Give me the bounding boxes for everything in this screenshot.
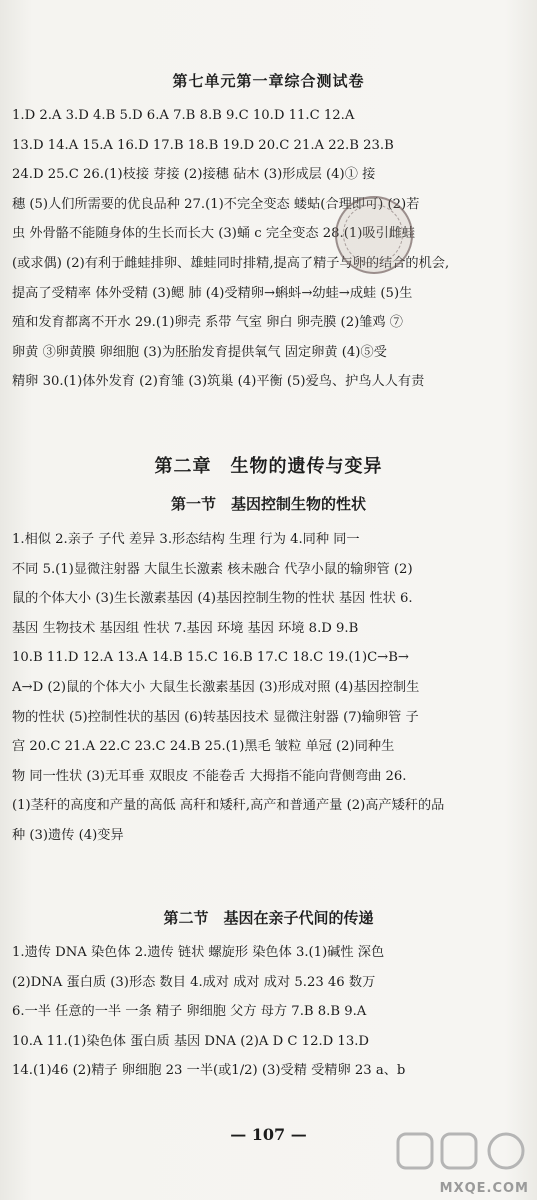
- inspection-stamp: [335, 196, 413, 274]
- answer-line: 1.D 2.A 3.D 4.B 5.D 6.A 7.B 8.B 9.C 10.D 11.C 12.A: [12, 108, 355, 123]
- answer-line: 不同 5.(1)显微注射器 大鼠生长激素 核未融合 代孕小鼠的输卵管 (2): [12, 561, 413, 577]
- answer-line: 24.D 25.C 26.(1)枝接 芽接 (2)接穗 砧木 (3)形成层 (4)① 接: [12, 167, 376, 183]
- answer-line: 基因 生物技术 基因组 性状 7.基因 环境 基因 环境 8.D 9.B: [12, 620, 359, 636]
- section-1-title: 第一节 基因控制生物的性状: [170, 495, 366, 513]
- answer-line: 种 (3)遗传 (4)变异: [12, 827, 124, 843]
- answer-line: 6.一半 任意的一半 一条 精子 卵细胞 父方 母方 7.B 8.B 9.A: [12, 1004, 367, 1020]
- answer-line: A→D (2)鼠的个体大小 大鼠生长激素基因 (3)形成对照 (4)基因控制生: [12, 679, 420, 695]
- answer-line: 虫 外骨骼不能随身体的生长而长大 (3)蛹 c 完全变态 28.(1)吸引雌蛙: [12, 226, 416, 242]
- answer-block-section-1: [12, 525, 527, 851]
- answer-line: 10.A 11.(1)染色体 蛋白质 基因 DNA (2)A D C 12.D 13.D: [12, 1033, 369, 1049]
- answer-line: 10.B 11.D 12.A 13.A 14.B 15.C 16.B 17.C 18.C 19.(1)C→B→: [12, 650, 409, 666]
- section-2-title: 第二节 基因在亲子代间的传递: [163, 909, 374, 927]
- answer-line: 提高了受精率 体外受精 (3)鳃 肺 (4)受精卵→蝌蚪→幼蛙→成蛙 (5)生: [12, 285, 413, 301]
- answer-line: 1.遗传 DNA 染色体 2.遗传 链状 螺旋形 染色体 3.(1)碱性 深色: [12, 945, 385, 960]
- answer-line: (或求偶) (2)有利于雌蛙排卵、雄蛙同时排精,提高了精子与卵的结合的机会,: [12, 255, 450, 271]
- answer-line: 精卵 30.(1)体外发育 (2)育雏 (3)筑巢 (4)平衡 (5)爱鸟、护鸟人人有责: [12, 374, 425, 390]
- answer-line: 13.D 14.A 15.A 16.D 17.B 18.B 19.D 20.C 21.A 22.B 23.B: [12, 137, 394, 153]
- answer-line: 物的性状 (5)控制性状的基因 (6)转基因技术 显微注射器 (7)输卵管 子: [12, 709, 419, 725]
- answer-line: 1.相似 2.亲子 子代 差异 3.形态结构 生理 行为 4.同种 同一: [12, 532, 360, 547]
- chapter-title: 第二章 生物的遗传与变异: [154, 456, 383, 477]
- answer-block-unit-test: [12, 101, 527, 397]
- watermark-text: MXQE.COM: [439, 1181, 529, 1196]
- answer-line: 14.(1)46 (2)精子 卵细胞 23 一半(或1/2) (3)受精 受精卵 23 a、b: [12, 1063, 406, 1079]
- page-number: — 107 —: [230, 1125, 307, 1144]
- answer-line: 宫 20.C 21.A 22.C 23.C 24.B 25.(1)黑毛 皱粒 单冠 (2)同种生: [12, 739, 395, 755]
- answer-line: (2)DNA 蛋白质 (3)形态 数目 4.成对 成对 成对 5.23 46 数万: [12, 974, 376, 990]
- unit-test-title: 第七单元第一章综合测试卷: [172, 72, 365, 90]
- answer-line: 鼠的个体大小 (3)生长激素基因 (4)基因控制生物的性状 基因 性状 6.: [12, 591, 413, 607]
- answer-block-section-2: [12, 938, 527, 1086]
- answer-line: 穗 (5)人们所需要的优良品种 27.(1)不完全变态 蝼蛄(合理即可) (2)若: [12, 196, 420, 212]
- answer-line: 殖和发育都离不开水 29.(1)卵壳 系带 气室 卵白 卵壳膜 (2)雏鸡 ⑦: [12, 315, 403, 331]
- answer-line: 卵黄 ③卵黄膜 卵细胞 (3)为胚胎发育提供氧气 固定卵黄 (4)⑤受: [12, 344, 387, 360]
- answer-line: 物 同一性状 (3)无耳垂 双眼皮 不能卷舌 大拇指不能向背侧弯曲 26.: [12, 768, 407, 784]
- answer-line: (1)茎秆的高度和产量的高低 高秆和矮秆,高产和普通产量 (2)高产矮秆的品: [12, 798, 445, 814]
